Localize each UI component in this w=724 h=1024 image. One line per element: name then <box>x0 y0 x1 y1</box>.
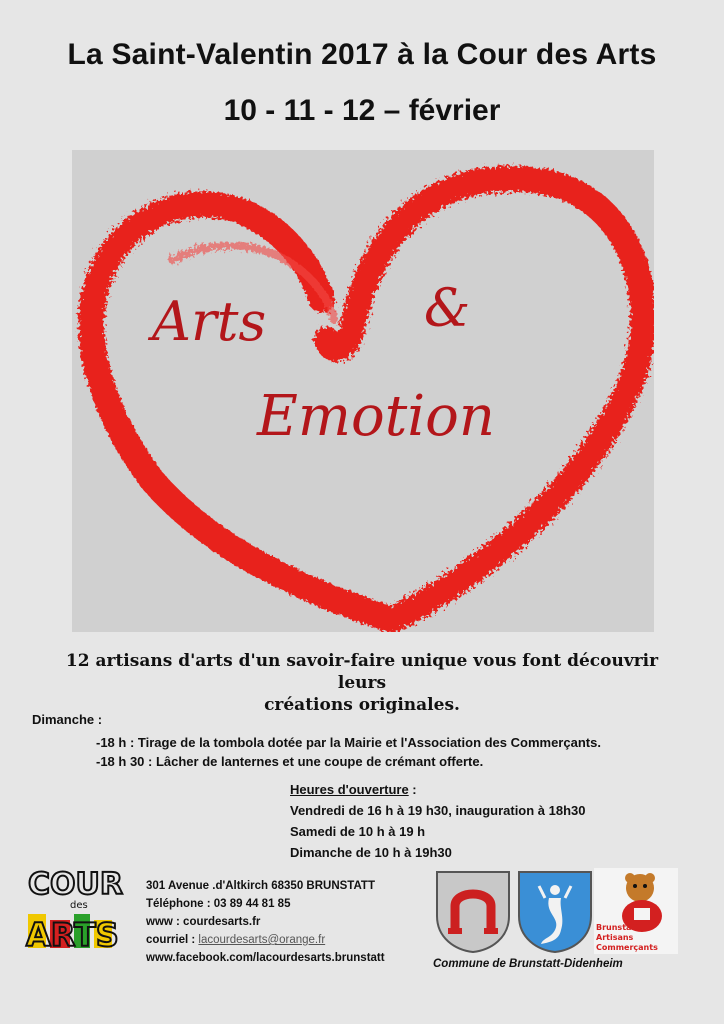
poster-ampersand: & <box>424 279 471 339</box>
artisans-line-1: Brunstatt <box>596 923 640 932</box>
poster-word-emotion: Emotion <box>257 384 495 449</box>
contact-email-link[interactable]: lacourdesarts@orange.fr <box>198 934 326 946</box>
hours-line: Samedi de 10 h à 19 h <box>290 824 426 839</box>
intro-text <box>40 650 684 716</box>
commune-caption: Commune de Brunstatt-Didenheim <box>433 958 623 970</box>
heart-illustration <box>72 150 654 632</box>
hours-title-suffix: : <box>408 782 417 797</box>
hours-heading <box>290 779 586 800</box>
logo-word-des: des <box>70 900 88 911</box>
horseshoe-crest <box>433 868 513 954</box>
contact-email-row <box>146 931 385 949</box>
contact-facebook[interactable]: www.facebook.com/lacourdesarts.brunstatt <box>146 952 385 964</box>
artisans-commercants-logo <box>594 868 678 954</box>
contact-info <box>146 877 385 967</box>
intro-line-1: 12 artisans d'arts d'un savoir-faire unique vous font découvrir leurs <box>65 651 659 693</box>
hours-line: Dimanche de 10 h à 19h30 <box>290 845 452 860</box>
sunday-events <box>96 733 601 771</box>
cour-des-arts-logo <box>22 858 132 954</box>
logo-word-cour: COUR <box>28 867 123 902</box>
artisans-line-3: Commerçants <box>596 943 658 952</box>
heart-poster <box>72 150 654 632</box>
event-item: -18 h : Tirage de la tombola dotée par la Mairie et l'Association des Commerçants. <box>96 735 601 750</box>
hours-line: Vendredi de 16 h à 19 h30, inauguration à 18h30 <box>290 803 586 818</box>
contact-address: 301 Avenue .d'Altkirch 68350 BRUNSTATT <box>146 880 375 892</box>
intro-line-2: créations originales. <box>264 695 460 715</box>
contact-email-label: courriel : <box>146 934 199 946</box>
contact-phone: Téléphone : 03 89 44 81 85 <box>146 898 291 910</box>
page-title: La Saint-Valentin 2017 à la Cour des Arts <box>67 38 657 71</box>
artisans-line-2: Artisans <box>596 933 634 942</box>
sunday-label: Dimanche : <box>32 712 103 727</box>
event-dates: 10 - 11 - 12 – février <box>223 94 501 127</box>
event-item: -18 h 30 : Lâcher de lanternes et une coupe de crémant offerte. <box>96 754 484 769</box>
opening-hours <box>290 779 586 863</box>
mermaid-crest <box>515 868 595 954</box>
poster-word-arts: Arts <box>152 290 267 353</box>
contact-website[interactable]: www : courdesarts.fr <box>146 916 261 928</box>
logo-word-arts: ARTS <box>26 916 119 954</box>
hours-title: Heures d'ouverture <box>290 782 409 797</box>
